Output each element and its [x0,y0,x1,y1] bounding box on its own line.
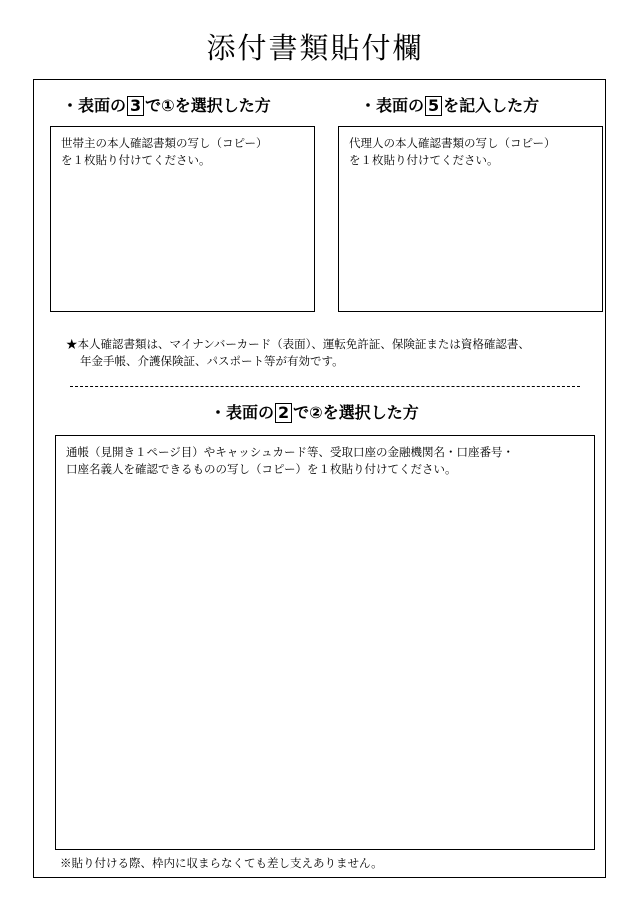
section-b-heading-pre: ・表面の [360,96,425,115]
id-documents-note [66,336,530,370]
dashed-divider [70,386,580,387]
bank-account-instruction-line2: 口座名義人を確認できるものの写し（コピー）を１枚貼り付けてください。 [66,462,457,476]
bank-account-instruction-line1: 通帳（見開き１ページ目）やキャッシュカード等、受取口座の金融機関名・口座番号・ [66,445,515,459]
section-c-number-box: 2 [275,403,292,423]
section-c-heading [210,402,419,424]
householder-id-instruction-line1: 世帯主の本人確認書類の写し（コピー） [61,136,268,150]
section-a-number-box: 3 [127,96,144,116]
section-c-heading-post: で②を選択した方 [293,403,419,422]
agent-id-paste-area [338,126,603,312]
agent-id-instruction-line1: 代理人の本人確認書類の写し（コピー） [349,136,556,150]
id-documents-note-line2: 年金手帳、介護保険証、パスポート等が有効です。 [80,354,344,368]
section-c-heading-pre: ・表面の [210,403,275,422]
section-a-heading [62,95,271,117]
agent-id-instruction-line2: を１枚貼り付けてください。 [349,153,499,167]
householder-id-paste-area [50,126,315,312]
section-b-heading-post: を記入した方 [443,96,540,115]
householder-id-instruction-line2: を１枚貼り付けてください。 [61,153,211,167]
id-documents-note-line1: ★本人確認書類は、マイナンバーカード（表面）、運転免許証、保険証または資格確認書、 [66,337,530,351]
section-b-number-box: 5 [425,96,442,116]
page-title: 添付書類貼付欄 [206,31,424,65]
section-b-heading [360,95,539,117]
section-a-heading-post: で①を選択した方 [145,96,271,115]
section-a-heading-pre: ・表面の [62,96,127,115]
bank-account-paste-area [55,435,595,850]
footer-note: ※貼り付ける際、枠内に収まらなくても差し支えありません。 [60,856,383,870]
